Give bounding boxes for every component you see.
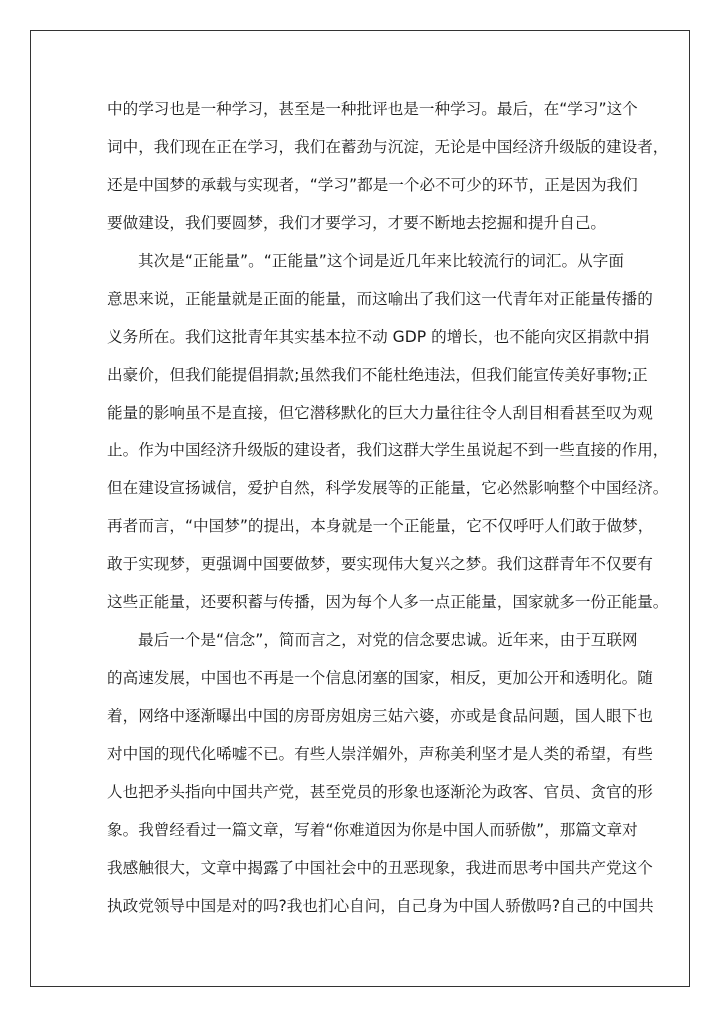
text-line: 这些正能量，还要积蓄与传播，因为每个人多一点正能量，国家就多一份正能量。 [107,593,669,612]
text-line: 止。作为中国经济升级版的建设者，我们这群大学生虽说起不到一些直接的作用， [107,441,669,460]
text-line: 词中，我们现在正在学习，我们在蓄劲与沉淀，无论是中国经济升级版的建设者， [107,137,669,156]
text-line: 义务所在。我们这批青年其实基本拉不动 GDP 的增长，也不能向灾区捐款中捐 [107,327,650,346]
text-line: 中的学习也是一种学习，甚至是一种批评也是一种学习。最后，在“学习”这个 [107,100,638,118]
text-line: 的高速发展，中国也不再是一个信息闭塞的国家，相反，更加公开和透明化。随 [107,669,653,688]
text-line: 其次是“正能量”。“正能量”这个词是近几年来比较流行的词汇。从字面 [138,251,624,270]
text-line: 对中国的现代化唏嘘不已。有些人崇洋媚外，声称美利坚才是人类的希望，有些 [107,744,653,763]
text-line: 但在建设宣扬诚信，爱护自然，科学发展等的正能量，它必然影响整个中国经济。 [107,479,669,498]
text-line: 还是中国梦的承载与实现者，“学习”都是一个必不可少的环节，正是因为我们 [107,175,638,194]
text-line: 我感触很大，文章中揭露了中国社会中的丑恶现象，我进而思考中国共产党这个 [107,858,653,877]
document-body [107,91,669,926]
text-line: 再者而言，“中国梦”的提出，本身就是一个正能量，它不仅呼吁人们敢于做梦， [107,517,654,536]
text-line: 能量的影响虽不是直接，但它潜移默化的巨大力量往往令人刮目相看甚至叹为观 [107,403,653,422]
text-line: 意思来说，正能量就是正面的能量，而这喻出了我们这一代青年对正能量传播的 [107,289,653,308]
text-line: 人也把矛头指向中国共产党，甚至党员的形象也逐渐沦为政客、官员、贪官的形 [107,782,653,801]
text-line: 着，网络中逐渐曝出中国的房哥房姐房三姑六婆，亦或是食品问题，国人眼下也 [107,707,653,725]
text-line: 执政党领导中国是对的吗?我也扪心自问，自己身为中国人骄傲吗?自己的中国共 [107,896,654,915]
text-line: 敢于实现梦，更强调中国要做梦，要实现伟大复兴之梦。我们这群青年不仅要有 [107,555,653,574]
text-line: 象。我曾经看过一篇文章，写着“你难道因为你是中国人而骄傲”，那篇文章对 [107,820,638,839]
text-line: 最后一个是“信念”，简而言之，对党的信念要忠诚。近年来，由于互联网 [138,631,638,650]
text-line: 要做建设，我们要圆梦，我们才要学习，才要不断地去挖掘和提升自己。 [107,213,607,232]
text-line: 出豪价，但我们能提倡捐款;虽然我们不能杜绝违法，但我们能宣传美好事物;正 [107,365,648,384]
